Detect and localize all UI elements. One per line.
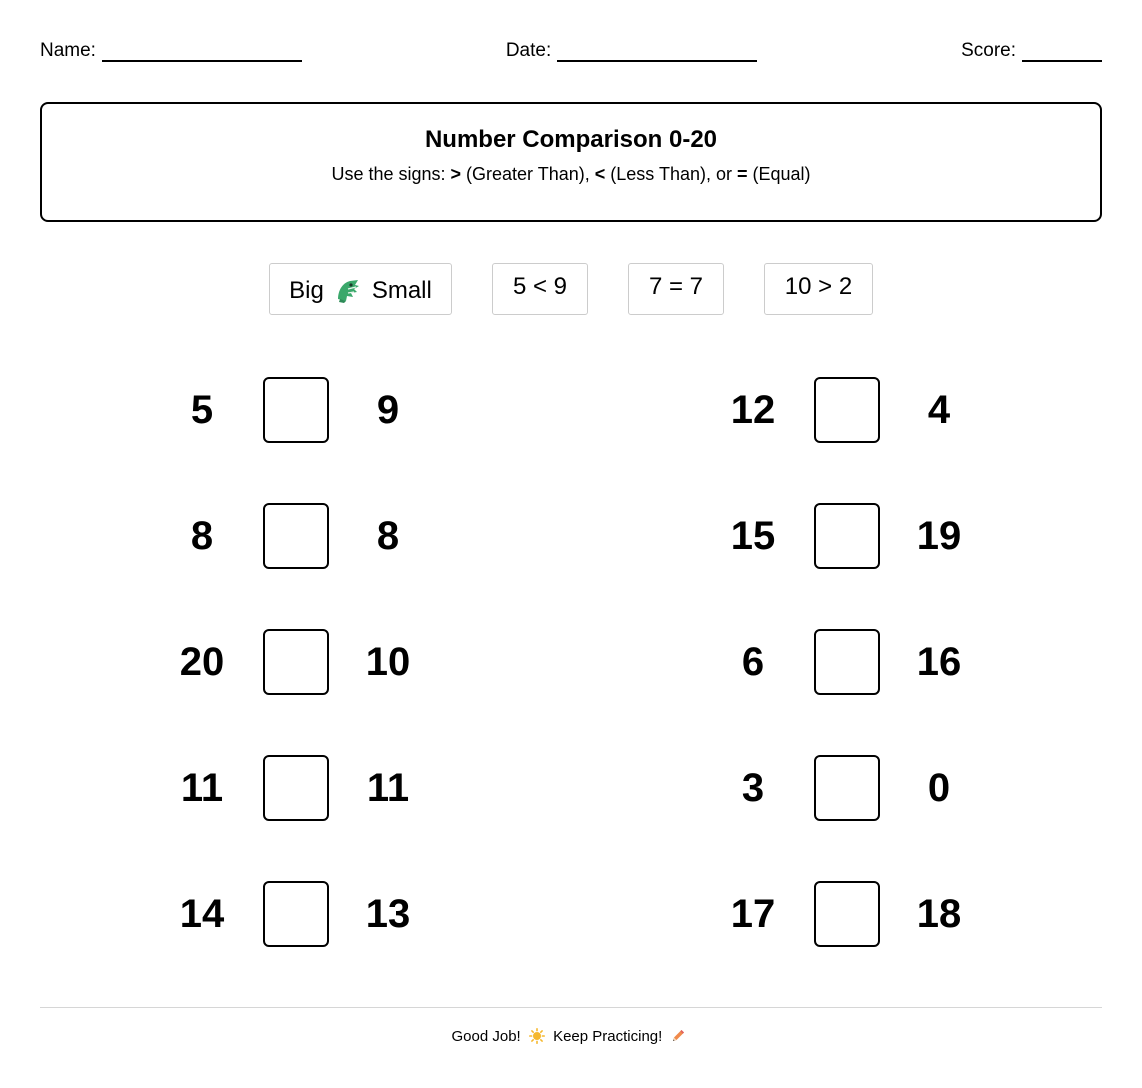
problem-9 <box>162 881 422 947</box>
problem-10 <box>713 881 973 947</box>
right-number: 4 <box>927 388 951 432</box>
left-number: 3 <box>741 766 765 810</box>
answer-box[interactable] <box>814 503 880 569</box>
left-number: 14 <box>179 892 225 936</box>
name-label: Name: <box>40 40 96 61</box>
score-input-line[interactable] <box>1022 44 1102 62</box>
date-label: Date: <box>505 40 552 61</box>
good-job-text: Good Job! <box>451 1028 521 1045</box>
less-text: (Less Than), or <box>605 164 737 184</box>
equal-text: (Equal) <box>747 164 811 184</box>
answer-box[interactable] <box>263 755 329 821</box>
problem-1 <box>162 377 422 443</box>
score-field <box>961 40 1102 62</box>
answer-box[interactable] <box>263 503 329 569</box>
answer-box[interactable] <box>263 629 329 695</box>
left-number: 6 <box>741 640 765 684</box>
right-number: 0 <box>927 766 951 810</box>
problem-3 <box>162 503 422 569</box>
left-number: 17 <box>730 892 776 936</box>
example-greater-than: 10 > 2 <box>764 263 873 315</box>
big-small-tile <box>269 263 452 315</box>
problem-7 <box>162 755 422 821</box>
sun-icon <box>529 1028 545 1044</box>
right-number: 10 <box>365 640 411 684</box>
footer-divider <box>40 1007 1102 1008</box>
answer-box[interactable] <box>814 629 880 695</box>
right-number: 18 <box>916 892 962 936</box>
keep-practicing-text: Keep Practicing! <box>553 1028 663 1045</box>
answer-box[interactable] <box>814 755 880 821</box>
left-number: 11 <box>180 766 224 810</box>
title-box <box>40 102 1102 222</box>
left-number: 5 <box>190 388 214 432</box>
footer <box>0 1028 1142 1045</box>
sign-greater: > <box>450 164 462 184</box>
sign-less: < <box>594 164 606 184</box>
examples-row <box>0 263 1142 317</box>
name-input-line[interactable] <box>102 44 302 62</box>
answer-box[interactable] <box>263 377 329 443</box>
date-input-line[interactable] <box>557 44 757 62</box>
greater-text: (Greater Than), <box>461 164 595 184</box>
big-label: Big <box>289 277 324 304</box>
left-number: 20 <box>179 640 225 684</box>
date-field <box>506 40 757 62</box>
header-fields <box>40 38 1102 62</box>
answer-box[interactable] <box>814 881 880 947</box>
name-field <box>40 40 302 62</box>
problem-5 <box>162 629 422 695</box>
answer-box[interactable] <box>263 881 329 947</box>
crocodile-icon <box>334 277 362 305</box>
right-number: 8 <box>376 514 400 558</box>
page-title: Number Comparison 0-20 <box>424 126 718 153</box>
instructions <box>42 164 1100 185</box>
right-number: 19 <box>916 514 962 558</box>
score-label: Score: <box>961 40 1016 61</box>
instructions-prefix: Use the signs: <box>331 164 451 184</box>
left-number: 15 <box>730 514 776 558</box>
left-number: 8 <box>190 514 214 558</box>
right-number: 9 <box>376 388 400 432</box>
right-number: 13 <box>365 892 411 936</box>
right-number: 16 <box>916 640 962 684</box>
pencil-icon <box>670 1028 686 1044</box>
problem-8 <box>713 755 973 821</box>
answer-box[interactable] <box>814 377 880 443</box>
problem-2 <box>713 377 973 443</box>
small-label: Small <box>371 277 432 304</box>
example-less-than: 5 < 9 <box>492 263 588 315</box>
example-equal: 7 = 7 <box>628 263 724 315</box>
sign-equal: = <box>737 164 748 184</box>
problem-6 <box>713 629 973 695</box>
left-number: 12 <box>730 388 776 432</box>
right-number: 11 <box>366 766 410 810</box>
problem-4 <box>713 503 973 569</box>
